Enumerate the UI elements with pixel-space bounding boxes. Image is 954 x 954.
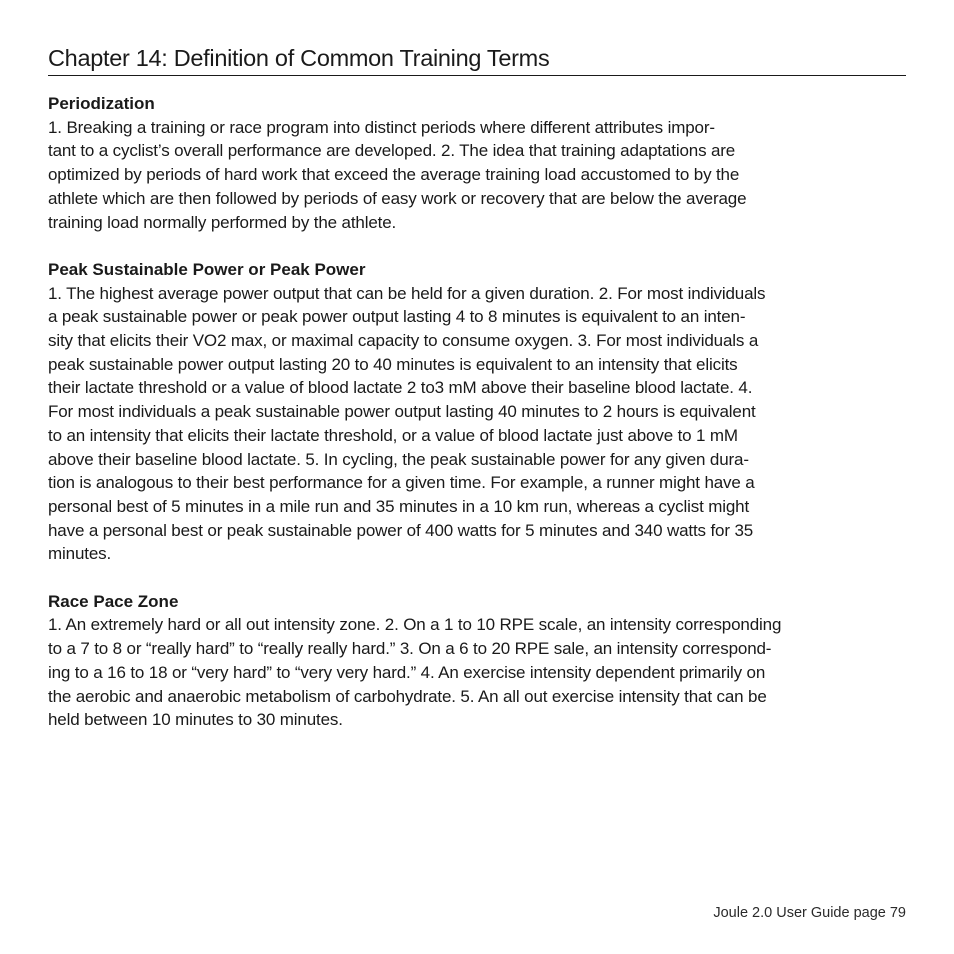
definition-line: optimized by periods of hard work that exceed the average training load accustomed to by the	[48, 165, 740, 185]
term-periodization	[48, 92, 906, 234]
page-title: Chapter 14: Definition of Common Training Terms	[48, 45, 550, 71]
definition-line: tant to a cyclist’s overall performance are developed. 2. The idea that training adaptations are	[48, 141, 736, 161]
definition-line: sity that elicits their VO2 max, or maximal capacity to consume oxygen. 3. For most individuals a	[48, 331, 759, 351]
definition-line: have a personal best or peak sustainable power of 400 watts for 5 minutes and 340 watts for 35	[48, 520, 754, 540]
definition-line: training load normally performed by the athlete.	[48, 212, 397, 232]
title-divider	[48, 75, 906, 76]
definition-line: ing to a 16 to 18 or “very hard” to “very very hard.” 4. An exercise intensity dependent primarily on	[48, 662, 766, 682]
term-heading: Peak Sustainable Power or Peak Power	[48, 259, 366, 279]
definitions-list	[48, 92, 906, 756]
term-heading: Periodization	[48, 94, 155, 113]
definition-line: held between 10 minutes to 30 minutes.	[48, 710, 343, 730]
definition-line: the aerobic and anaerobic metabolism of carbohydrate. 5. An all out exercise intensity that can be	[48, 686, 767, 706]
term-peak-sustainable-power	[48, 258, 906, 566]
definition-line: 1. Breaking a training or race program into distinct periods where different attributes impor-	[48, 117, 715, 137]
definition-line: to a 7 to 8 or “really hard” to “really really hard.” 3. On a 6 to 20 RPE sale, an intensity correspond-	[48, 639, 772, 659]
page-footer: Joule 2.0 User Guide page 79	[713, 905, 906, 921]
definition-line: For most individuals a peak sustainable power output lasting 40 minutes to 2 hours is equivalent	[48, 402, 756, 422]
definition-line: their lactate threshold or a value of blood lactate 2 to3 mM above their baseline blood lactate. 4.	[48, 378, 753, 398]
definition-line: athlete which are then followed by periods of easy work or recovery that are below the average	[48, 188, 747, 208]
definition-line: tion is analogous to their best performance for a given time. For example, a runner might have a	[48, 473, 755, 493]
definition-line: 1. The highest average power output that can be held for a given duration. 2. For most individuals	[48, 283, 766, 303]
definition-line: peak sustainable power output lasting 20 to 40 minutes is equivalent to an intensity that elicits	[48, 354, 738, 374]
definition-line: 1. An extremely hard or all out intensity zone. 2. On a 1 to 10 RPE scale, an intensity corresponding	[48, 615, 782, 635]
definition-line: a peak sustainable power or peak power output lasting 4 to 8 minutes is equivalent to an inten-	[48, 307, 746, 327]
definition-line: to an intensity that elicits their lactate threshold, or a value of blood lactate just above to 1 mM	[48, 425, 738, 445]
term-heading: Race Pace Zone	[48, 591, 179, 611]
definition-line: personal best of 5 minutes in a mile run and 35 minutes in a 10 km run, whereas a cyclist might	[48, 496, 750, 516]
term-race-pace-zone	[48, 590, 906, 732]
definition-line: minutes.	[48, 544, 112, 564]
definition-line: above their baseline blood lactate. 5. In cycling, the peak sustainable power for any given dura-	[48, 449, 749, 469]
